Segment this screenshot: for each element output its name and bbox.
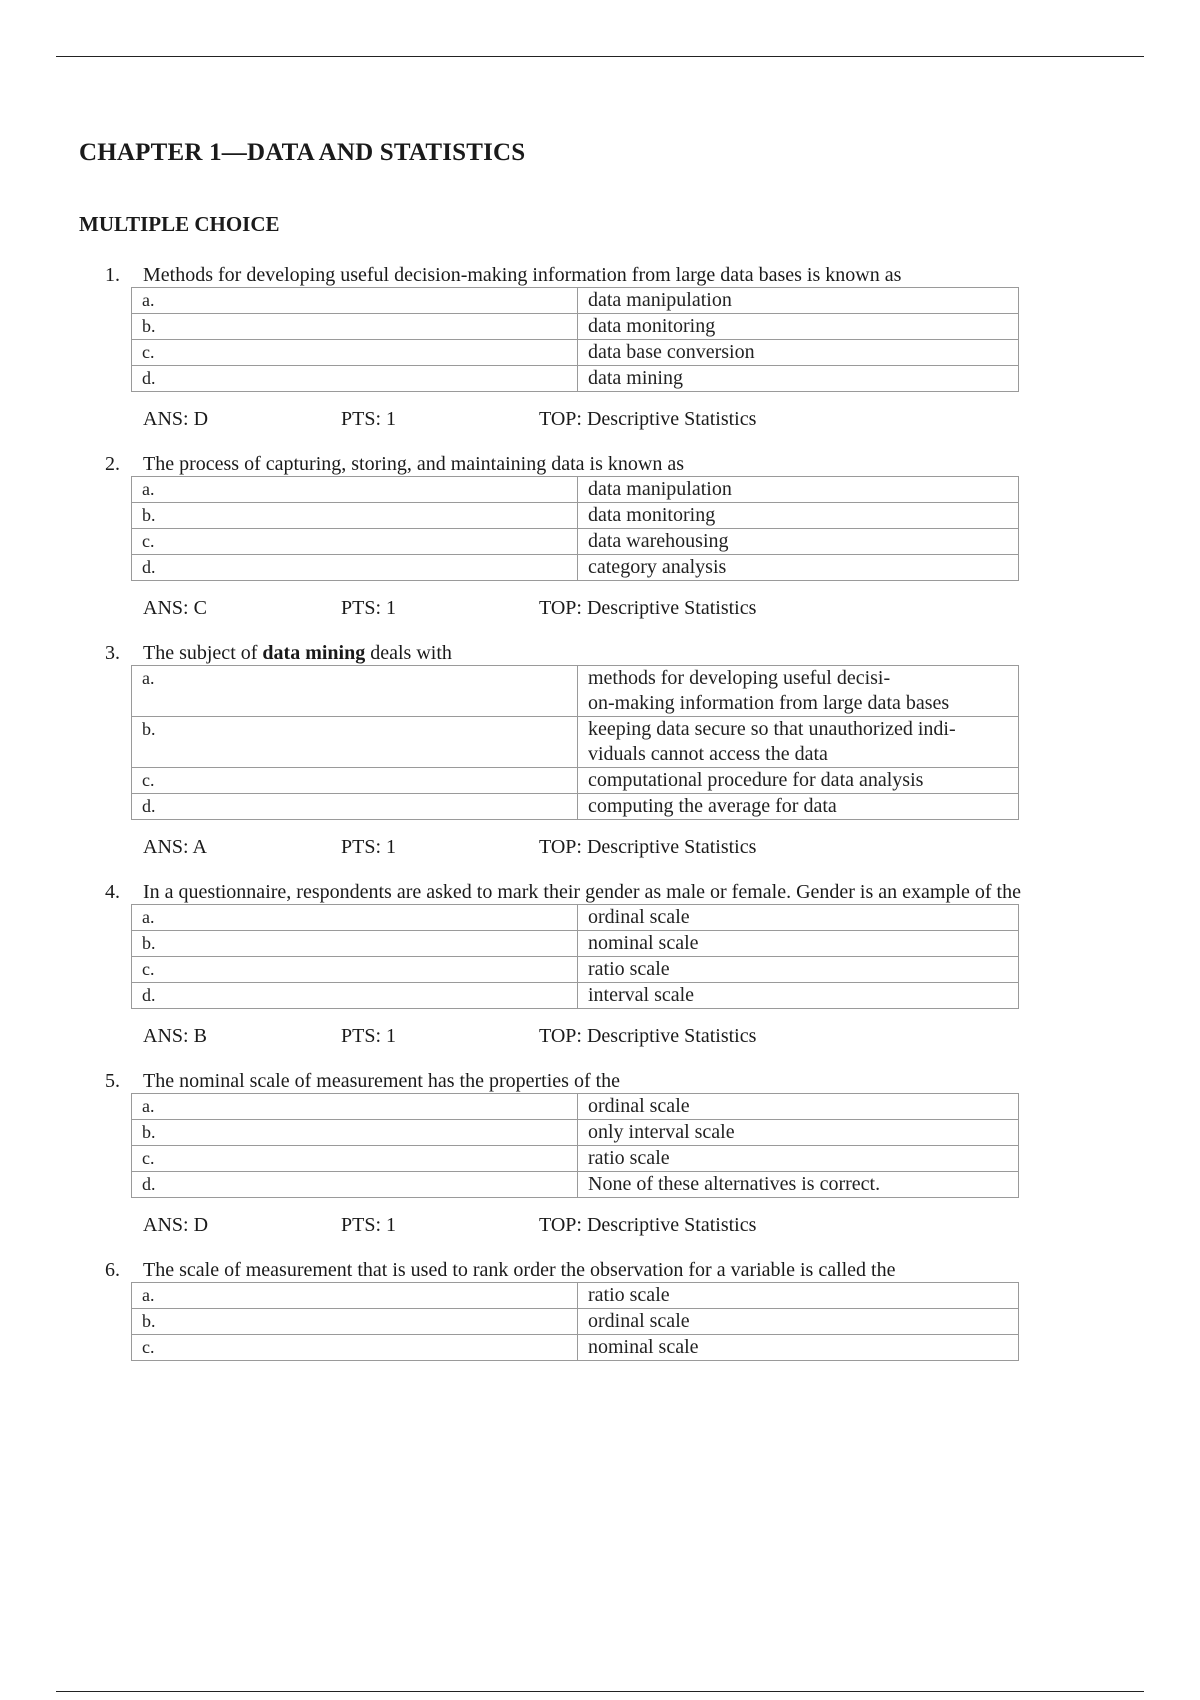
choice-row bbox=[132, 1120, 1019, 1146]
choice-row bbox=[132, 529, 1019, 555]
stem-bold-term: data mining bbox=[262, 642, 366, 664]
points: PTS: 1 bbox=[341, 597, 397, 619]
stem-part: deals with bbox=[365, 642, 452, 664]
choices-table bbox=[131, 476, 1019, 581]
choice-letter: b. bbox=[132, 1120, 578, 1146]
question bbox=[105, 881, 1105, 1048]
choices-table bbox=[131, 665, 1019, 820]
question-text: In a questionnaire, respondents are asked to mark their gender as male or female. Gender is an example of the bbox=[143, 881, 1021, 903]
question-number: 3. bbox=[105, 642, 120, 664]
choice-row bbox=[132, 555, 1019, 581]
choice-text: data base conversion bbox=[578, 340, 1019, 366]
choice-text: computing the average for data bbox=[578, 794, 1019, 820]
choice-text: methods for developing useful decisi- on-making information from large data bases bbox=[578, 666, 1019, 717]
choice-text: ordinal scale bbox=[578, 1094, 1019, 1120]
choice-text: keeping data secure so that unauthorized indi- viduals cannot access the data bbox=[578, 717, 1019, 768]
question-number: 2. bbox=[105, 453, 120, 475]
topic: TOP: Descriptive Statistics bbox=[539, 1025, 757, 1047]
points: PTS: 1 bbox=[341, 1214, 397, 1236]
answer-key: ANS: A bbox=[143, 836, 207, 858]
choice-row bbox=[132, 314, 1019, 340]
choice-row bbox=[132, 1309, 1019, 1335]
choice-letter: d. bbox=[132, 366, 578, 392]
choice-letter: a. bbox=[132, 1094, 578, 1120]
choice-row bbox=[132, 366, 1019, 392]
choice-letter: a. bbox=[132, 905, 578, 931]
choice-text: ordinal scale bbox=[578, 1309, 1019, 1335]
footer-rule bbox=[56, 1691, 1144, 1692]
choice-letter: a. bbox=[132, 288, 578, 314]
choice-text: ordinal scale bbox=[578, 905, 1019, 931]
choice-letter: b. bbox=[132, 1309, 578, 1335]
choice-row bbox=[132, 1094, 1019, 1120]
question bbox=[105, 264, 1105, 431]
choices-table bbox=[131, 1282, 1019, 1361]
choice-letter: c. bbox=[132, 768, 578, 794]
choice-row bbox=[132, 905, 1019, 931]
question-stem bbox=[105, 1259, 1105, 1282]
choice-letter: c. bbox=[132, 1146, 578, 1172]
choice-text: ratio scale bbox=[578, 1283, 1019, 1309]
choice-letter: a. bbox=[132, 666, 578, 717]
choice-letter: c. bbox=[132, 340, 578, 366]
choice-row bbox=[132, 503, 1019, 529]
choice-row bbox=[132, 1335, 1019, 1361]
choice-text: ratio scale bbox=[578, 1146, 1019, 1172]
choice-letter: c. bbox=[132, 957, 578, 983]
choice-text: None of these alternatives is correct. bbox=[578, 1172, 1019, 1198]
question-text: Methods for developing useful decision-making information from large data bases is known as bbox=[143, 264, 902, 286]
choice-row bbox=[132, 931, 1019, 957]
choice-row bbox=[132, 983, 1019, 1009]
choice-text: nominal scale bbox=[578, 931, 1019, 957]
answer-key: ANS: D bbox=[143, 1214, 209, 1236]
stem-part: The subject of bbox=[143, 642, 263, 664]
question-stem bbox=[105, 453, 1105, 476]
answer-meta bbox=[143, 1025, 1105, 1048]
topic: TOP: Descriptive Statistics bbox=[539, 836, 757, 858]
answer-key: ANS: C bbox=[143, 597, 207, 619]
header-rule bbox=[56, 56, 1144, 57]
choice-letter: a. bbox=[132, 1283, 578, 1309]
chapter-title: CHAPTER 1—DATA AND STATISTICS bbox=[79, 139, 526, 166]
choice-row bbox=[132, 1146, 1019, 1172]
answer-meta bbox=[143, 597, 1105, 620]
choice-letter: a. bbox=[132, 477, 578, 503]
question-text bbox=[143, 642, 1093, 665]
question-number: 5. bbox=[105, 1070, 120, 1092]
choice-text: category analysis bbox=[578, 555, 1019, 581]
question-stem bbox=[105, 1070, 1105, 1093]
choice-letter: c. bbox=[132, 1335, 578, 1361]
choice-row bbox=[132, 1172, 1019, 1198]
choice-text: data mining bbox=[578, 366, 1019, 392]
question-stem bbox=[105, 264, 1105, 287]
question bbox=[105, 1070, 1105, 1237]
choices-table bbox=[131, 904, 1019, 1009]
topic: TOP: Descriptive Statistics bbox=[539, 1214, 757, 1236]
choice-text: interval scale bbox=[578, 983, 1019, 1009]
choice-text: ratio scale bbox=[578, 957, 1019, 983]
choice-text: nominal scale bbox=[578, 1335, 1019, 1361]
answer-key: ANS: B bbox=[143, 1025, 207, 1047]
topic: TOP: Descriptive Statistics bbox=[539, 597, 757, 619]
choice-letter: c. bbox=[132, 529, 578, 555]
question bbox=[105, 1259, 1105, 1361]
choice-letter: b. bbox=[132, 717, 578, 768]
choice-text: data manipulation bbox=[578, 288, 1019, 314]
choice-row bbox=[132, 288, 1019, 314]
question-text: The scale of measurement that is used to rank order the observation for a variable is called the bbox=[143, 1259, 896, 1281]
question-stem bbox=[105, 642, 1105, 665]
points: PTS: 1 bbox=[341, 408, 397, 430]
choices-table bbox=[131, 1093, 1019, 1198]
question-number: 4. bbox=[105, 881, 120, 903]
topic: TOP: Descriptive Statistics bbox=[539, 408, 757, 430]
choice-letter: d. bbox=[132, 1172, 578, 1198]
question-number: 1. bbox=[105, 264, 120, 286]
choice-letter: d. bbox=[132, 555, 578, 581]
choice-text: only interval scale bbox=[578, 1120, 1019, 1146]
choice-text: data monitoring bbox=[578, 314, 1019, 340]
answer-meta bbox=[143, 1214, 1105, 1237]
section-heading: MULTIPLE CHOICE bbox=[79, 212, 280, 236]
choice-letter: d. bbox=[132, 794, 578, 820]
points: PTS: 1 bbox=[341, 1025, 397, 1047]
question bbox=[105, 453, 1105, 620]
answer-meta bbox=[143, 836, 1105, 859]
question-text: The process of capturing, storing, and maintaining data is known as bbox=[143, 453, 684, 475]
points: PTS: 1 bbox=[341, 836, 397, 858]
choice-text: computational procedure for data analysis bbox=[578, 768, 1019, 794]
question-stem bbox=[105, 881, 1105, 904]
answer-key: ANS: D bbox=[143, 408, 209, 430]
choices-table bbox=[131, 287, 1019, 392]
choice-row bbox=[132, 666, 1019, 717]
choice-row bbox=[132, 340, 1019, 366]
question bbox=[105, 642, 1105, 859]
choice-row bbox=[132, 957, 1019, 983]
choice-row bbox=[132, 768, 1019, 794]
choice-letter: b. bbox=[132, 931, 578, 957]
choice-row bbox=[132, 717, 1019, 768]
choice-row bbox=[132, 794, 1019, 820]
choice-letter: b. bbox=[132, 314, 578, 340]
question-list bbox=[105, 264, 1105, 1383]
answer-meta bbox=[143, 408, 1105, 431]
choice-text: data warehousing bbox=[578, 529, 1019, 555]
choice-text: data monitoring bbox=[578, 503, 1019, 529]
choice-letter: d. bbox=[132, 983, 578, 1009]
choice-row bbox=[132, 1283, 1019, 1309]
question-number: 6. bbox=[105, 1259, 120, 1281]
question-text: The nominal scale of measurement has the properties of the bbox=[143, 1070, 621, 1092]
choice-text: data manipulation bbox=[578, 477, 1019, 503]
choice-letter: b. bbox=[132, 503, 578, 529]
choice-row bbox=[132, 477, 1019, 503]
